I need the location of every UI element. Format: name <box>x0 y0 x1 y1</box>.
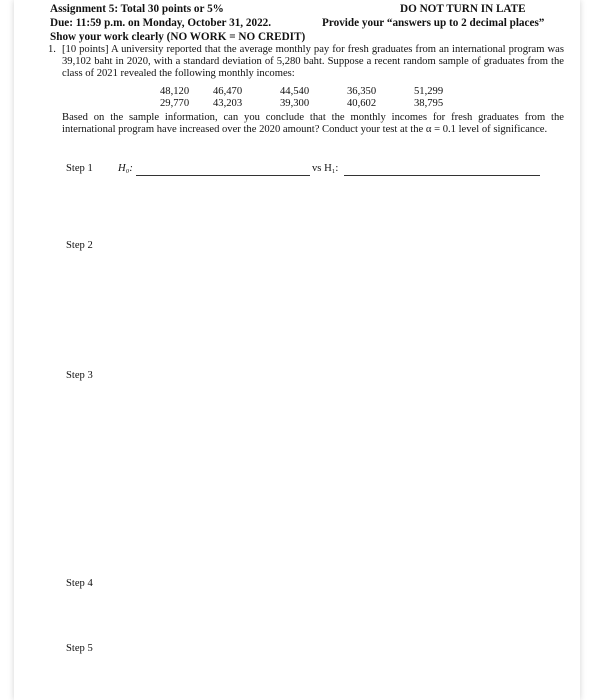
question-text: [10 points] A university reported that the average monthly pay for fresh graduates from an international program was 39,102 baht in 2020, with a standard deviation of 5,280 baht. Suppose a recent random sample of graduates from the class of 2021 revealed the following monthly incomes: <box>62 44 564 80</box>
work-instruction: Show your work clearly (NO WORK = NO CREDIT) <box>50 31 306 43</box>
data-value: 36,350 <box>347 86 377 97</box>
decimal-instruction: Provide your “answers up to 2 decimal places” <box>322 17 545 29</box>
assignment-title: Assignment 5: Total 30 points or 5% <box>50 3 224 15</box>
assignment-page <box>14 0 580 700</box>
data-value: 39,300 <box>280 98 310 109</box>
followup-text: Based on the sample information, can you conclude that the monthly incomes for fresh graduates from the international program have increased over the 2020 amount? Conduct your test at the α = 0.1 level of significance. <box>62 112 564 136</box>
data-value: 46,470 <box>213 86 243 97</box>
h1-label: vs H₁: <box>312 163 339 174</box>
data-value: 48,120 <box>160 86 190 97</box>
data-value: 38,795 <box>414 98 444 109</box>
step-2-label: Step 2 <box>66 240 93 251</box>
question-1 <box>48 44 564 81</box>
data-value: 51,299 <box>414 86 444 97</box>
step-3-label: Step 3 <box>66 370 93 381</box>
data-value: 29,770 <box>160 98 190 109</box>
data-value: 40,602 <box>347 98 377 109</box>
due-date: Due: 11:59 p.m. on Monday, October 31, 2022. <box>50 17 272 29</box>
question-followup <box>62 112 564 136</box>
question-number: 1. <box>48 44 56 55</box>
late-warning: DO NOT TURN IN LATE <box>400 3 526 15</box>
step-5-label: Step 5 <box>66 643 93 654</box>
h0-label: H₀: <box>118 163 133 174</box>
h1-answer-line[interactable] <box>344 175 540 176</box>
data-value: 43,203 <box>213 98 243 109</box>
h0-answer-line[interactable] <box>136 175 310 176</box>
data-value: 44,540 <box>280 86 310 97</box>
step-4-label: Step 4 <box>66 578 93 589</box>
step-1-label: Step 1 <box>66 163 93 174</box>
